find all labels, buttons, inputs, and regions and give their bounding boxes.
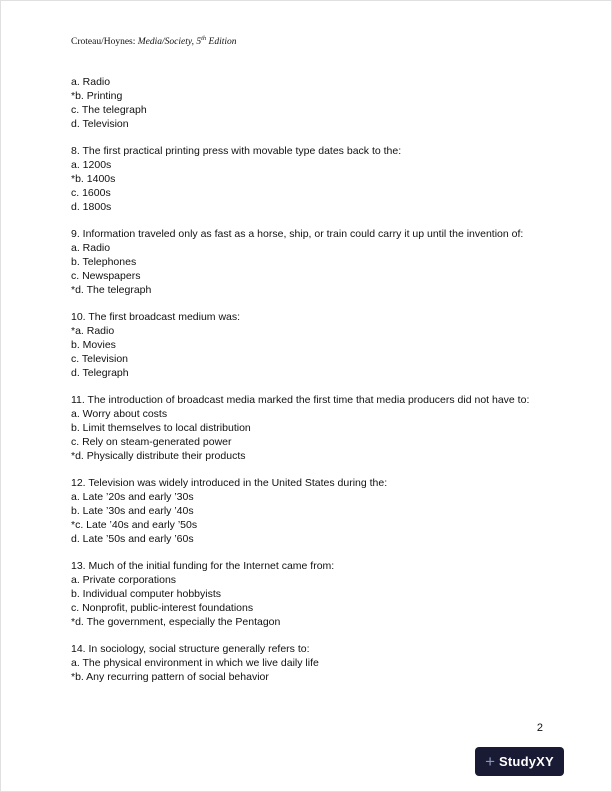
answer-option: *b. Printing — [71, 90, 123, 102]
answer-option: c. 1600s — [71, 187, 111, 199]
option-list — [71, 324, 547, 380]
answer-option: b. Limit themselves to local distribution — [71, 422, 251, 434]
answer-option: *d. The telegraph — [71, 284, 152, 296]
question-block — [71, 559, 547, 629]
question-list — [71, 75, 547, 697]
answer-option: *b. Any recurring pattern of social behavior — [71, 671, 269, 683]
option-list — [71, 75, 547, 131]
question-block — [71, 642, 547, 684]
answer-option: d. Television — [71, 118, 129, 130]
answer-option: a. 1200s — [71, 159, 112, 171]
question-stem: 14. In sociology, social structure generally refers to: — [71, 643, 310, 655]
logo-brand-regular: Study — [499, 754, 537, 769]
option-list — [71, 407, 547, 463]
studyxy-logo — [475, 747, 564, 776]
question-block — [71, 393, 547, 463]
header-book-title: Media/Society, 5 — [137, 37, 202, 47]
logo-brand-text — [499, 754, 554, 769]
option-list — [71, 573, 547, 629]
logo-brand-bold: XY — [536, 754, 554, 769]
answer-option: a. Private corporations — [71, 574, 177, 586]
answer-option: *a. Radio — [71, 325, 115, 337]
answer-option: a. Late ’20s and early ’30s — [71, 491, 194, 503]
answer-option: *b. 1400s — [71, 173, 116, 185]
answer-option: b. Late ’30s and early ’40s — [71, 505, 194, 517]
answer-option: b. Telephones — [71, 256, 137, 268]
question-stem: 8. The first practical printing press with movable type dates back to the: — [71, 145, 402, 157]
answer-option: c. Newspapers — [71, 270, 141, 282]
option-list — [71, 656, 547, 684]
question-stem: 12. Television was widely introduced in the United States during the: — [71, 477, 388, 489]
plus-icon: + — [485, 751, 496, 771]
question-stem: 9. Information traveled only as fast as a horse, ship, or train could carry it up until the invention of: — [71, 228, 524, 240]
answer-option: d. Telegraph — [71, 367, 129, 379]
page-number: 2 — [536, 722, 543, 734]
answer-option: c. Television — [71, 353, 129, 365]
answer-option: a. Radio — [71, 242, 111, 254]
answer-option: c. The telegraph — [71, 104, 147, 116]
answer-option: a. The physical environment in which we live daily life — [71, 657, 319, 669]
question-stem: 11. The introduction of broadcast media marked the first time that media producers did not have to: — [71, 394, 530, 406]
answer-option: d. Late ’50s and early ’60s — [71, 533, 194, 545]
question-block — [71, 476, 547, 546]
answer-option: d. 1800s — [71, 201, 112, 213]
answer-option: c. Rely on steam-generated power — [71, 436, 232, 448]
question-stem: 13. Much of the initial funding for the Internet came from: — [71, 560, 335, 572]
option-list — [71, 490, 547, 546]
answer-option: b. Movies — [71, 339, 116, 351]
answer-option: a. Radio — [71, 76, 111, 88]
answer-option: *c. Late ’40s and early ’50s — [71, 519, 198, 531]
answer-option: *d. The government, especially the Pentagon — [71, 616, 281, 628]
question-block — [71, 75, 547, 131]
option-list — [71, 241, 547, 297]
question-block — [71, 144, 547, 214]
answer-option: *d. Physically distribute their products — [71, 450, 246, 462]
question-block — [71, 227, 547, 297]
option-list — [71, 158, 547, 214]
header-authors: Croteau/Hoynes: — [71, 37, 138, 47]
answer-option: c. Nonprofit, public-interest foundations — [71, 602, 254, 614]
header-edition-label: Edition — [206, 37, 237, 47]
running-header — [71, 34, 237, 47]
answer-option: a. Worry about costs — [71, 408, 168, 420]
answer-option: b. Individual computer hobbyists — [71, 588, 221, 600]
question-stem: 10. The first broadcast medium was: — [71, 311, 241, 323]
header-edition-superscript: th — [201, 34, 207, 42]
question-block — [71, 310, 547, 380]
